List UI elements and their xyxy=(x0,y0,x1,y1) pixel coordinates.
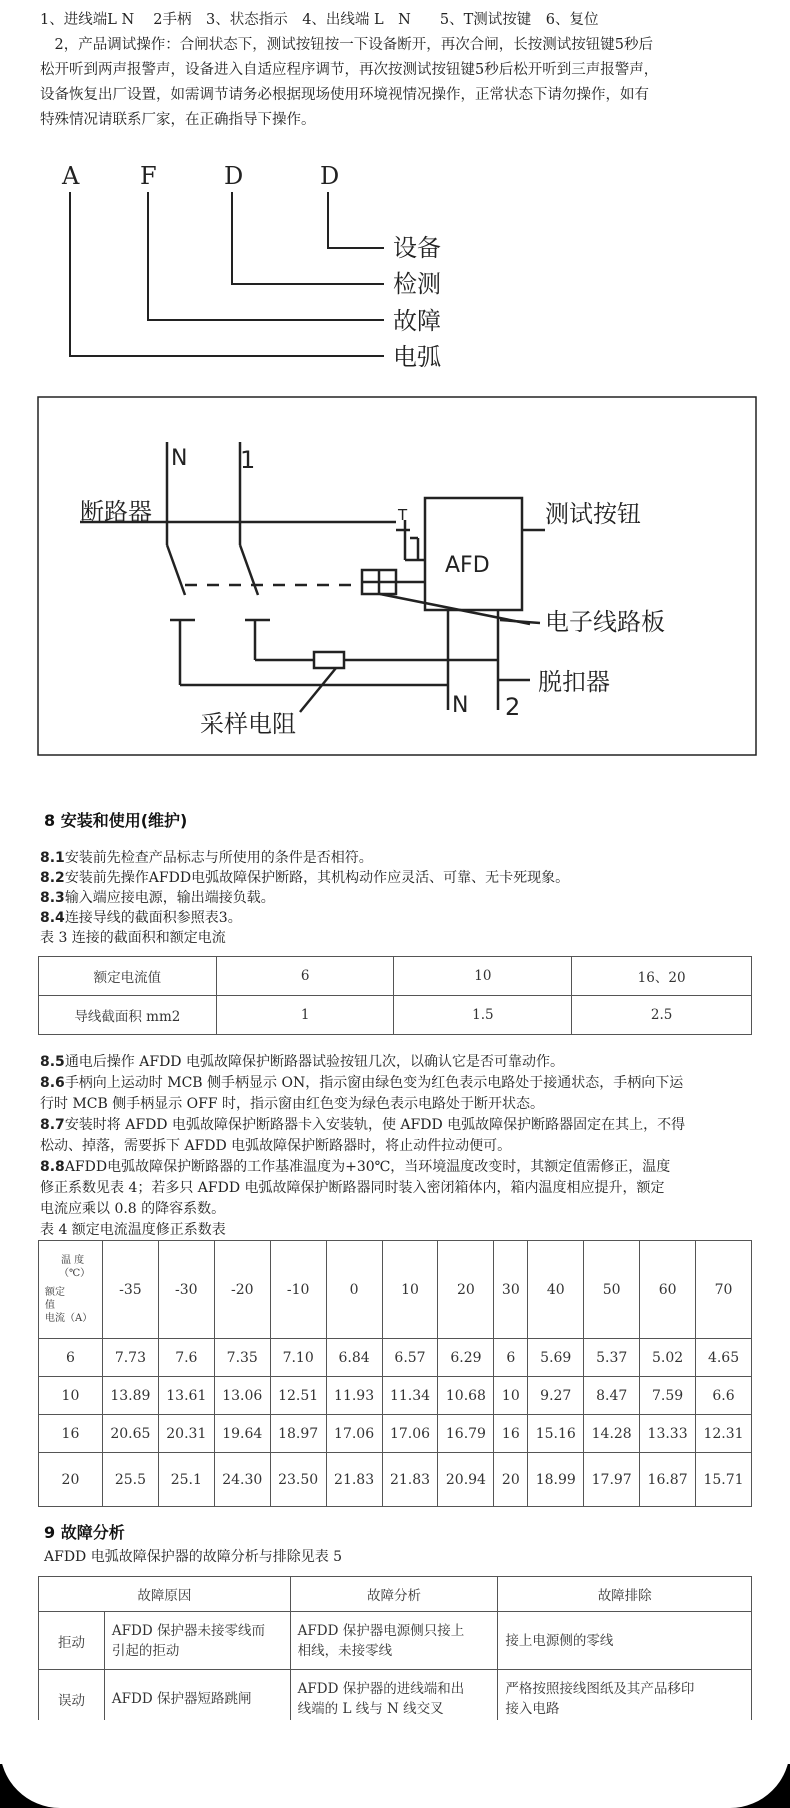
item-number: 8.3 xyxy=(40,890,65,906)
item-text: 连接导线的截面积参照表3。 xyxy=(64,910,242,926)
table-cell: 7.6 xyxy=(158,1339,214,1377)
item-8-5 xyxy=(40,1052,760,1073)
table-cell: 10 xyxy=(39,1377,103,1415)
table-cell: 15.71 xyxy=(696,1453,752,1507)
item-text: 安装前先操作AFDD电弧故障保护断路，其机构动作应灵活、可靠、无卡死现象。 xyxy=(64,870,570,886)
circuit-label-breaker: 断路器 xyxy=(80,498,152,526)
table-cell: 24.30 xyxy=(214,1453,270,1507)
table-cell: 21.83 xyxy=(382,1453,438,1507)
table-cell: 7.10 xyxy=(270,1339,326,1377)
circuit-label-n-bottom: N xyxy=(452,693,469,718)
table-cell: 6.57 xyxy=(382,1339,438,1377)
table-cell xyxy=(104,1670,290,1728)
item-8-3 xyxy=(40,888,760,908)
circuit-label-t: T xyxy=(398,506,408,524)
table-cell: 16 xyxy=(39,1415,103,1453)
item-number: 8.7 xyxy=(40,1117,65,1133)
table-cell: 16、20 xyxy=(572,957,752,996)
analysis-line-1: AFDD 保护器电源侧只接上 xyxy=(297,1622,465,1639)
table-cell: 6.29 xyxy=(438,1339,494,1377)
section-9-intro: AFDD 电弧故障保护器的故障分析与排除见表 5 xyxy=(44,1549,343,1565)
table-cell: 9.27 xyxy=(528,1377,584,1415)
table-cell: 拒动 xyxy=(39,1612,105,1670)
table-cell: 25.1 xyxy=(158,1453,214,1507)
intro-line-3: 松开听到两声报警声，设备进入自适应程序调节，再次按测试按钮键5秒后松开听到三声报警声， xyxy=(40,62,659,78)
table-cell: 额定电流值 xyxy=(39,957,217,996)
table-cell: 7.35 xyxy=(214,1339,270,1377)
table-cell: 17.06 xyxy=(326,1415,382,1453)
table-cell: 12.31 xyxy=(696,1415,752,1453)
header-rated-2: 值 xyxy=(45,1300,55,1311)
intro-line-5: 特殊情况请联系厂家，在正确指导下操作。 xyxy=(40,112,316,128)
item-text: 通电后操作 AFDD 电弧故障保护断路器试验按钮几次，以确认它是否可靠动作。 xyxy=(64,1054,564,1070)
table-cell: 16.87 xyxy=(640,1453,696,1507)
table-cell: 6 xyxy=(494,1339,528,1377)
table-header-cell: 50 xyxy=(584,1241,640,1339)
table-cell xyxy=(498,1612,752,1670)
header-rated-3: 电流（A） xyxy=(45,1313,93,1324)
table-cell: 13.33 xyxy=(640,1415,696,1453)
cause-line-2: 引起的拒动 xyxy=(111,1642,180,1659)
table-cell: 23.50 xyxy=(270,1453,326,1507)
item-text: AFDD电弧故障保护断路器的工作基准温度为+30℃，当环境温度改变时，其额定值需修正，温度 xyxy=(64,1159,671,1175)
table-cell: 20.65 xyxy=(102,1415,158,1453)
table-cell: 14.28 xyxy=(584,1415,640,1453)
item-number: 8.6 xyxy=(40,1075,65,1091)
table-cell: 7.59 xyxy=(640,1377,696,1415)
circuit-label-1-top: 1 xyxy=(240,446,256,474)
table-header-cell: -35 xyxy=(102,1241,158,1339)
item-8-8-cont1: 修正系数见表 4；若多只 AFDD 电弧故障保护断路器同时装入密闭箱体内，箱内温度相应提升，额定 xyxy=(40,1180,665,1196)
item-text: 手柄向上运动时 MCB 侧手柄显示 ON，指示窗由绿色变为红色表示电路处于接通状态，手柄向下运 xyxy=(64,1075,684,1091)
circuit-label-resistor: 采样电阻 xyxy=(200,710,296,738)
naming-diagram xyxy=(61,162,441,371)
table-header-cell: -20 xyxy=(214,1241,270,1339)
table-cell: 7.73 xyxy=(102,1339,158,1377)
item-8-2 xyxy=(40,868,760,888)
table-cell: 20.31 xyxy=(158,1415,214,1453)
naming-label-fault: 故障 xyxy=(393,307,441,335)
table-cell: 12.51 xyxy=(270,1377,326,1415)
table-cell: 6.6 xyxy=(696,1377,752,1415)
table-cell: 6.84 xyxy=(326,1339,382,1377)
table-header-cell: 故障排除 xyxy=(498,1577,752,1612)
intro-line-1: 1、进线端L N 2手柄 3、状态指示 4、出线端 L N 5、T测试按键 6、复位 xyxy=(40,12,599,28)
table-header-cell: -30 xyxy=(158,1241,214,1339)
item-8-8 xyxy=(40,1157,760,1178)
table-header-cell: 0 xyxy=(326,1241,382,1339)
item-number: 8.8 xyxy=(40,1159,65,1175)
table-row xyxy=(39,996,752,1035)
table-4 xyxy=(38,1240,752,1507)
table-header-cell: -10 xyxy=(270,1241,326,1339)
table-cell: 20 xyxy=(39,1453,103,1507)
table-header-row xyxy=(39,1241,752,1339)
item-8-7 xyxy=(40,1115,760,1136)
item-8-6 xyxy=(40,1073,760,1094)
item-8-6-cont: 行时 MCB 侧手柄显示 OFF 时，指示窗由红色变为绿色表示电路处于断开状态。 xyxy=(40,1096,545,1112)
section-9-title: 9 故障分析 xyxy=(44,1523,125,1542)
table-row xyxy=(39,1415,752,1453)
circuit-label-test-button: 测试按钮 xyxy=(545,500,641,528)
table-cell: 19.64 xyxy=(214,1415,270,1453)
circuit-label-2-bottom: 2 xyxy=(505,693,521,721)
table-cell: 20.94 xyxy=(438,1453,494,1507)
item-number: 8.4 xyxy=(40,910,65,926)
naming-label-arc: 电弧 xyxy=(393,343,441,371)
item-number: 8.1 xyxy=(40,850,65,866)
item-8-1 xyxy=(40,848,760,868)
table-header-cell: 20 xyxy=(438,1241,494,1339)
fix-line-1: 严格按照接线图纸及其产品移印 xyxy=(505,1680,695,1697)
table-header-cell: 60 xyxy=(640,1241,696,1339)
table-header-cell: 30 xyxy=(494,1241,528,1339)
table-header-cell: 故障原因 xyxy=(39,1577,291,1612)
table-cell: 20 xyxy=(494,1453,528,1507)
table-row xyxy=(39,1670,752,1728)
naming-label-detection: 检测 xyxy=(393,270,441,298)
cause-line-1: AFDD 保护器短路跳闸 xyxy=(111,1690,252,1707)
item-number: 8.5 xyxy=(40,1054,65,1070)
naming-letter-d2: D xyxy=(320,162,340,190)
item-text: 输入端应接电源，输出端接负载。 xyxy=(64,890,275,906)
naming-letter-d1: D xyxy=(224,162,244,190)
table-cell: 1 xyxy=(216,996,394,1035)
table-cell: 10 xyxy=(494,1377,528,1415)
naming-letter-a: A xyxy=(62,162,80,190)
table-cell: 1.5 xyxy=(394,996,572,1035)
table-cell: 6 xyxy=(216,957,394,996)
table-cell: 15.16 xyxy=(528,1415,584,1453)
table-cell: 11.93 xyxy=(326,1377,382,1415)
item-text: 安装时将 AFDD 电弧故障保护断路器卡入安装轨，使 AFDD 电弧故障保护断路器固定在其上，不得 xyxy=(64,1117,686,1133)
table-cell: 21.83 xyxy=(326,1453,382,1507)
section-8-items xyxy=(40,848,760,948)
item-8-8-cont2: 电流应乘以 0.8 的降容系数。 xyxy=(40,1201,226,1217)
table-header-cell: 40 xyxy=(528,1241,584,1339)
table-cell: 误动 xyxy=(39,1670,105,1728)
table-cell: 16.79 xyxy=(438,1415,494,1453)
table-cell: 13.61 xyxy=(158,1377,214,1415)
table-corner-header xyxy=(39,1241,103,1339)
table-cell xyxy=(290,1612,498,1670)
table-cell: 13.89 xyxy=(102,1377,158,1415)
table-5 xyxy=(38,1576,752,1728)
table-cell: 6 xyxy=(39,1339,103,1377)
table-3 xyxy=(38,956,752,1035)
table-cell: 16 xyxy=(494,1415,528,1453)
table-cell: 8.47 xyxy=(584,1377,640,1415)
fix-line-1: 接上电源侧的零线 xyxy=(505,1632,614,1649)
intro-line-4: 设备恢复出厂设置，如需调节请务必根据现场使用环境视情况操作，正常状态下请勿操作，如有 xyxy=(40,87,649,103)
item-8-4 xyxy=(40,908,760,928)
fix-line-2: 接入电路 xyxy=(505,1700,560,1717)
table-row xyxy=(39,1377,752,1415)
section-8-title: 8 安装和使用(维护) xyxy=(44,811,188,830)
table-cell: 25.5 xyxy=(102,1453,158,1507)
table-cell: 10.68 xyxy=(438,1377,494,1415)
item-text: 安装前先检查产品标志与所使用的条件是否相符。 xyxy=(64,850,373,866)
table-cell: 5.69 xyxy=(528,1339,584,1377)
header-rated-1: 额定 xyxy=(45,1287,65,1298)
item-number: 8.2 xyxy=(40,870,65,886)
circuit-label-circuit-board: 电子线路板 xyxy=(545,608,665,636)
table-cell: 2.5 xyxy=(572,996,752,1035)
table-cell xyxy=(498,1670,752,1728)
diagrams xyxy=(0,0,790,780)
table-row xyxy=(39,1339,752,1377)
table-cell xyxy=(290,1670,498,1728)
table-4-caption: 表 4 额定电流温度修正系数表 xyxy=(40,1222,226,1238)
analysis-line-1: AFDD 保护器的进线端和出 xyxy=(297,1680,465,1697)
table-cell: 17.06 xyxy=(382,1415,438,1453)
circuit-label-n-top: N xyxy=(171,446,188,471)
table-cell: 10 xyxy=(394,957,572,996)
table-cell xyxy=(104,1612,290,1670)
table-cell: 17.97 xyxy=(584,1453,640,1507)
cause-line-1: AFDD 保护器未接零线而 xyxy=(111,1622,265,1639)
analysis-line-2: 相线，未接零线 xyxy=(297,1642,393,1659)
table-cell: 13.06 xyxy=(214,1377,270,1415)
circuit-diagram xyxy=(38,397,756,755)
table-row xyxy=(39,1612,752,1670)
table-row xyxy=(39,1453,752,1507)
circuit-label-trip: 脱扣器 xyxy=(538,668,610,696)
intro-line-2: 2，产品调试操作：合闸状态下，测试按钮按一下设备断开，再次合闸，长按测试按钮键5秒后 xyxy=(40,37,653,53)
circuit-label-afd: AFD xyxy=(445,553,490,578)
table-header-cell: 10 xyxy=(382,1241,438,1339)
bottom-edge-decoration xyxy=(0,1764,790,1808)
table-3-caption: 表 3 连接的截面积和额定电流 xyxy=(40,930,226,946)
table-cell: 导线截面积 mm2 xyxy=(39,996,217,1035)
table-cell: 4.65 xyxy=(696,1339,752,1377)
naming-letter-f: F xyxy=(140,162,157,190)
table-row xyxy=(39,957,752,996)
table-cell: 5.37 xyxy=(584,1339,640,1377)
table-cell: 18.97 xyxy=(270,1415,326,1453)
table-cell: 18.99 xyxy=(528,1453,584,1507)
table-header-cell: 故障分析 xyxy=(290,1577,498,1612)
section-8-paragraphs xyxy=(40,1052,760,1241)
item-8-7-cont: 松动、掉落，需要拆下 AFDD 电弧故障保护断路器时，将止动件拉动便可。 xyxy=(40,1138,512,1154)
header-temp: 温 度 xyxy=(61,1255,85,1266)
header-temp-unit: （℃） xyxy=(59,1268,91,1279)
table-header-cell: 70 xyxy=(696,1241,752,1339)
naming-label-device: 设备 xyxy=(393,234,441,262)
table-cell: 5.02 xyxy=(640,1339,696,1377)
analysis-line-2: 线端的 L 线与 N 线交叉 xyxy=(297,1700,444,1717)
table-cell: 11.34 xyxy=(382,1377,438,1415)
table-header-row xyxy=(39,1577,752,1612)
